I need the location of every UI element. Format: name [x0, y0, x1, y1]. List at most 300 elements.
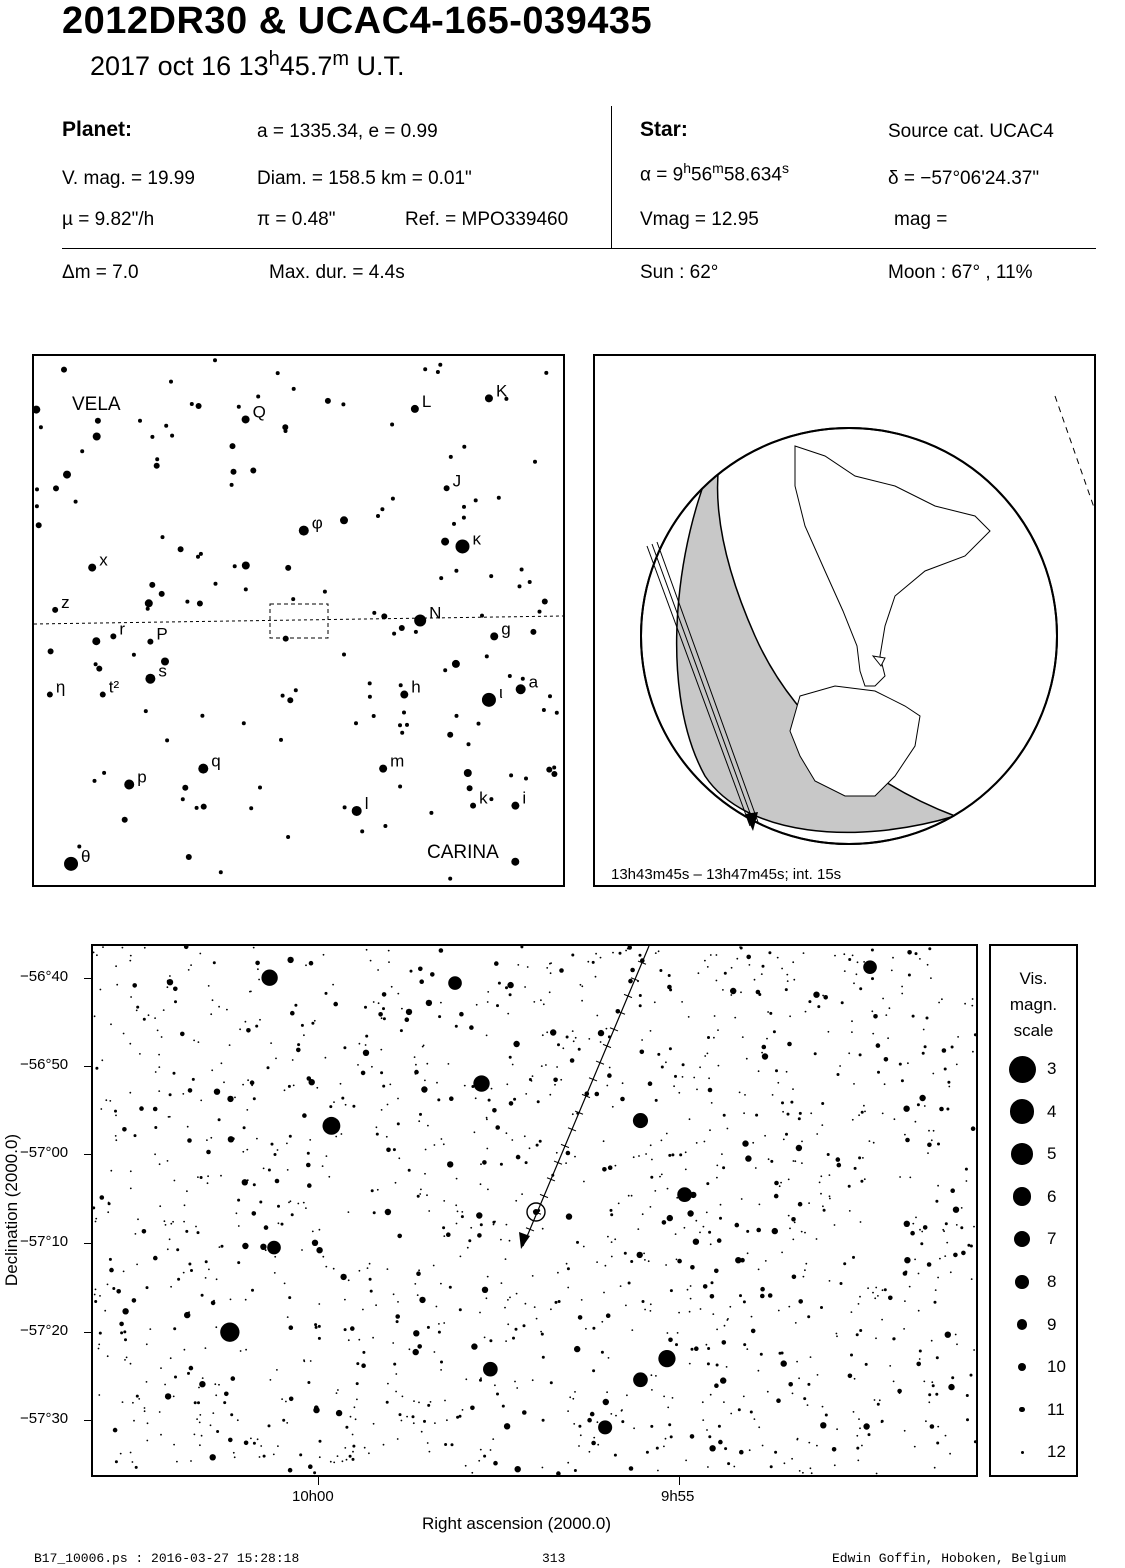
background-star: [133, 1420, 135, 1422]
background-star: [516, 1155, 521, 1160]
star-heading: Star:: [640, 118, 688, 141]
background-star: [165, 738, 169, 742]
background-star: [430, 972, 435, 977]
background-star: [555, 1301, 558, 1304]
background-star: [760, 1353, 763, 1356]
background-star: [759, 1204, 761, 1206]
background-star: [581, 1000, 583, 1002]
background-star: [534, 1306, 536, 1308]
background-star: [311, 1022, 314, 1025]
planet-motion: µ = 9.82"/h: [62, 209, 155, 230]
background-star: [93, 433, 101, 441]
background-star: [722, 1340, 727, 1345]
background-star: [762, 965, 765, 968]
background-star: [455, 1025, 458, 1028]
background-star: [792, 961, 794, 963]
background-star: [903, 1106, 909, 1112]
background-star: [917, 1103, 920, 1106]
background-star: [930, 1424, 935, 1429]
background-star: [495, 1125, 500, 1130]
background-star: [820, 1306, 823, 1309]
background-star: [205, 1277, 207, 1279]
background-star: [469, 1025, 474, 1030]
background-star: [174, 1180, 176, 1182]
background-star: [370, 1290, 373, 1293]
background-star: [627, 948, 629, 950]
background-star: [761, 973, 763, 975]
background-star: [524, 986, 526, 988]
background-star: [144, 947, 146, 949]
background-star: [869, 1140, 871, 1142]
background-star: [359, 1270, 361, 1272]
background-star: [717, 1029, 719, 1031]
background-star: [899, 1176, 901, 1178]
background-star: [344, 1299, 346, 1301]
background-star: [772, 1094, 774, 1096]
background-star: [739, 1092, 741, 1094]
background-star: [316, 1247, 322, 1253]
background-star: [583, 1246, 585, 1248]
max-duration: Max. dur. = 4.4s: [269, 262, 405, 283]
background-star: [430, 1401, 432, 1403]
background-star: [380, 1049, 382, 1051]
named-star: [516, 684, 526, 694]
named-star: [147, 639, 153, 645]
background-star: [517, 964, 519, 966]
background-star: [314, 1020, 316, 1022]
background-star: [462, 505, 466, 509]
background-star: [687, 1289, 689, 1291]
background-star: [667, 1332, 669, 1334]
background-star: [414, 1070, 419, 1075]
background-star: [319, 1456, 321, 1458]
background-star: [398, 723, 402, 727]
named-star: [198, 764, 208, 774]
background-star: [971, 1126, 976, 1131]
background-star: [146, 1440, 148, 1442]
background-star: [405, 723, 409, 727]
background-star: [817, 1374, 819, 1376]
star-label: i: [522, 788, 527, 808]
background-star: [609, 1067, 611, 1069]
background-star: [764, 1135, 766, 1137]
background-star: [707, 1362, 710, 1365]
background-star: [675, 1343, 678, 1346]
background-star: [124, 1359, 126, 1361]
background-star: [932, 1384, 935, 1387]
background-star: [928, 1401, 930, 1403]
background-star: [852, 1119, 854, 1121]
background-star: [199, 1422, 201, 1424]
background-star: [375, 1304, 377, 1306]
background-star: [290, 1200, 292, 1202]
background-star: [213, 961, 216, 964]
background-star: [329, 1105, 332, 1108]
background-star: [946, 1242, 948, 1244]
background-star: [754, 1418, 756, 1420]
background-star: [755, 1167, 757, 1169]
background-star: [452, 522, 456, 526]
background-star: [413, 1400, 415, 1402]
background-star: [123, 1271, 125, 1273]
background-star: [766, 1038, 768, 1040]
background-star: [94, 1294, 96, 1296]
background-star: [907, 950, 912, 955]
background-star: [296, 1048, 301, 1053]
star-label: z: [61, 592, 70, 612]
background-star: [918, 1310, 920, 1312]
background-star: [360, 829, 364, 833]
background-star: [523, 1324, 526, 1327]
background-star: [650, 1425, 653, 1428]
background-star: [496, 1393, 499, 1396]
background-star: [410, 970, 413, 973]
background-star: [155, 1071, 157, 1073]
named-star: [110, 633, 116, 639]
background-star: [953, 1207, 959, 1213]
background-star: [201, 1435, 203, 1437]
background-star: [620, 1097, 625, 1102]
background-star: [746, 1058, 748, 1060]
background-star: [612, 952, 614, 954]
background-star: [185, 1230, 188, 1233]
background-star: [743, 1343, 746, 1346]
background-star: [116, 1289, 121, 1294]
background-star: [607, 1236, 609, 1238]
background-star: [910, 1231, 915, 1236]
background-star: [919, 1095, 925, 1101]
background-star: [512, 1337, 515, 1340]
background-star: [36, 522, 42, 528]
background-star: [190, 964, 192, 966]
background-star: [796, 1361, 798, 1363]
background-star: [223, 1081, 225, 1083]
named-star: [411, 405, 419, 413]
background-star: [92, 637, 100, 645]
background-star: [762, 1445, 764, 1447]
star-label: l: [364, 793, 369, 813]
background-star: [480, 1449, 482, 1451]
background-star: [381, 1109, 383, 1111]
background-star: [823, 995, 828, 1000]
background-star: [703, 1226, 705, 1228]
background-star: [344, 1447, 346, 1449]
star-label: ι: [498, 682, 503, 702]
background-star: [774, 1451, 777, 1454]
background-star: [848, 958, 851, 961]
background-star: [873, 1142, 875, 1144]
background-star: [665, 1438, 667, 1440]
background-star: [743, 1112, 745, 1114]
background-star: [393, 1293, 395, 1295]
background-star: [420, 1189, 422, 1191]
background-star: [436, 370, 440, 374]
background-star: [429, 811, 433, 815]
background-star: [236, 1212, 238, 1214]
background-star: [687, 1210, 693, 1216]
background-star: [706, 1182, 709, 1185]
background-star: [350, 1416, 352, 1418]
background-star: [690, 1265, 695, 1270]
target-star: [533, 1209, 539, 1215]
background-star: [215, 1326, 217, 1328]
legend-label: 9: [1047, 1314, 1057, 1334]
planet-heading: Planet:: [62, 118, 133, 141]
background-star: [438, 1015, 441, 1018]
background-star: [860, 1180, 863, 1183]
background-star: [440, 1283, 442, 1285]
background-star: [605, 1265, 607, 1267]
background-star: [219, 1246, 221, 1248]
background-star: [656, 1447, 659, 1450]
named-star: [100, 692, 106, 698]
y-tick-label: −57°00: [20, 1144, 69, 1161]
background-star: [153, 1107, 158, 1112]
background-star: [205, 1260, 208, 1263]
background-star: [756, 1228, 761, 1233]
background-star: [685, 1151, 687, 1153]
background-star: [427, 1404, 430, 1407]
background-star: [722, 989, 724, 991]
background-star: [206, 1150, 211, 1155]
background-star: [130, 1188, 132, 1190]
background-star: [239, 1028, 241, 1030]
background-star: [224, 1392, 229, 1397]
background-star: [139, 1106, 144, 1111]
background-star: [799, 1470, 801, 1472]
background-star: [747, 1252, 749, 1254]
background-star: [477, 722, 481, 726]
background-star: [639, 1004, 642, 1007]
background-star: [143, 1018, 146, 1021]
background-star: [188, 1088, 193, 1093]
background-star: [288, 1468, 293, 1473]
background-star: [376, 514, 380, 518]
background-star: [340, 516, 348, 524]
background-star: [176, 1248, 179, 1251]
background-star: [772, 1228, 778, 1234]
background-star: [921, 1231, 923, 1233]
background-star: [35, 487, 39, 491]
background-star: [884, 1057, 889, 1062]
background-star: [708, 1088, 713, 1093]
legend-label: 11: [1047, 1399, 1065, 1419]
background-star: [971, 1005, 973, 1007]
background-star: [682, 1076, 684, 1078]
background-star: [876, 1043, 881, 1048]
background-star: [862, 1157, 864, 1159]
background-star: [449, 1096, 454, 1101]
background-star: [509, 773, 513, 777]
x-axis-label: Right ascension (2000.0): [422, 1514, 612, 1533]
background-star: [238, 1225, 240, 1227]
background-star: [903, 1328, 905, 1330]
background-star: [120, 1331, 123, 1334]
background-star: [268, 1424, 271, 1427]
background-star: [589, 1451, 591, 1453]
background-star: [937, 1277, 939, 1279]
background-star: [390, 423, 394, 427]
background-star: [552, 766, 556, 770]
background-star: [443, 1143, 445, 1145]
background-star: [122, 1127, 127, 1132]
background-star: [538, 610, 542, 614]
background-star: [226, 1009, 228, 1011]
background-star: [167, 979, 173, 985]
magnitude-drop: Δm = 7.0: [62, 262, 139, 283]
background-star: [714, 1269, 719, 1274]
background-star: [504, 1307, 506, 1309]
background-star: [109, 1268, 114, 1273]
background-star: [699, 1066, 701, 1068]
background-star: [283, 636, 289, 642]
background-star: [903, 1271, 908, 1276]
background-star: [920, 1242, 923, 1245]
background-star: [935, 1289, 937, 1291]
background-star: [727, 1318, 729, 1320]
background-star: [567, 1287, 569, 1289]
background-star: [397, 993, 399, 995]
background-star: [889, 1007, 891, 1009]
background-star: [655, 1375, 657, 1377]
background-star: [836, 1157, 841, 1162]
background-star: [136, 1264, 138, 1266]
background-star: [700, 1308, 702, 1310]
background-star: [249, 806, 253, 810]
background-star: [237, 1419, 239, 1421]
background-star: [945, 1332, 951, 1338]
background-star: [440, 1361, 443, 1364]
background-star: [720, 1377, 726, 1383]
background-star: [665, 1264, 667, 1266]
background-star: [853, 982, 855, 984]
background-star: [330, 1461, 332, 1463]
star-dec: δ = −57°06'24.37": [888, 168, 1040, 189]
background-star: [752, 1142, 754, 1144]
background-star: [821, 1124, 823, 1126]
legend-dot: [1021, 1451, 1024, 1454]
background-star: [834, 955, 836, 957]
background-star: [934, 1301, 937, 1304]
background-star: [399, 683, 403, 687]
background-star: [810, 1467, 812, 1469]
background-star: [877, 1403, 880, 1406]
background-star: [923, 1029, 925, 1031]
background-star: [364, 1006, 367, 1009]
background-star: [859, 1296, 861, 1298]
background-star: [974, 1033, 976, 1036]
background-star: [164, 1220, 166, 1222]
y-tick-label: −56°50: [20, 1056, 69, 1073]
background-star: [475, 1097, 477, 1099]
background-star: [279, 738, 283, 742]
background-star: [387, 1104, 389, 1106]
background-star: [901, 1079, 904, 1082]
legend-label: 12: [1047, 1442, 1066, 1462]
background-star: [956, 1224, 958, 1226]
background-star: [486, 1148, 488, 1150]
background-star: [891, 970, 893, 972]
background-star: [434, 1422, 436, 1424]
background-star: [829, 1174, 831, 1176]
background-star: [654, 1001, 656, 1003]
background-star: [706, 1344, 708, 1346]
background-star: [542, 708, 546, 712]
background-star: [362, 1309, 364, 1311]
background-star: [187, 1126, 189, 1128]
background-star: [297, 1043, 300, 1046]
background-star: [383, 1444, 385, 1446]
background-star: [648, 1081, 653, 1086]
background-star: [132, 1298, 137, 1303]
background-star: [644, 1259, 646, 1261]
background-star: [260, 1244, 266, 1250]
background-star: [448, 1063, 450, 1065]
background-star: [335, 1136, 337, 1138]
background-star: [522, 1410, 527, 1415]
background-star: [685, 1169, 687, 1171]
background-star: [724, 1325, 726, 1327]
background-star: [793, 1160, 795, 1162]
background-star: [729, 1306, 731, 1308]
background-star: [153, 1256, 158, 1261]
background-star: [654, 1190, 656, 1192]
background-star: [328, 1176, 330, 1178]
background-star: [395, 1314, 400, 1319]
background-star: [218, 1006, 220, 1008]
background-star: [560, 1079, 562, 1081]
background-star: [790, 1101, 793, 1104]
background-star: [426, 1194, 428, 1196]
background-star: [780, 1182, 782, 1184]
background-star: [400, 731, 404, 735]
background-star: [836, 1335, 838, 1337]
background-star: [423, 367, 427, 371]
background-star: [436, 1082, 438, 1084]
background-star: [215, 1394, 217, 1396]
background-star: [704, 1141, 706, 1143]
background-star: [257, 1438, 259, 1440]
background-star: [142, 1229, 147, 1234]
background-star: [344, 1328, 347, 1331]
background-star: [500, 1163, 503, 1166]
background-star: [159, 1163, 161, 1165]
background-star: [275, 1179, 280, 1184]
background-star: [155, 457, 159, 461]
background-star: [566, 1213, 572, 1219]
background-star: [881, 1421, 883, 1423]
background-star: [628, 1195, 630, 1197]
background-star: [169, 975, 171, 977]
background-star: [550, 1029, 556, 1035]
background-star: [709, 1445, 715, 1451]
background-star: [434, 1144, 436, 1146]
background-star: [244, 1441, 249, 1446]
star-label: η: [55, 677, 66, 697]
background-star: [718, 1425, 721, 1428]
background-star: [116, 984, 118, 986]
background-star: [465, 1465, 467, 1467]
background-star: [194, 1434, 196, 1436]
background-star: [787, 980, 789, 982]
background-star: [820, 1422, 826, 1428]
background-star: [418, 1269, 420, 1271]
background-star: [506, 1083, 508, 1085]
legend-title: Vis. magn. scale: [1009, 969, 1058, 1040]
background-star: [876, 1473, 878, 1475]
background-star: [95, 1218, 97, 1220]
background-star: [371, 1189, 374, 1192]
